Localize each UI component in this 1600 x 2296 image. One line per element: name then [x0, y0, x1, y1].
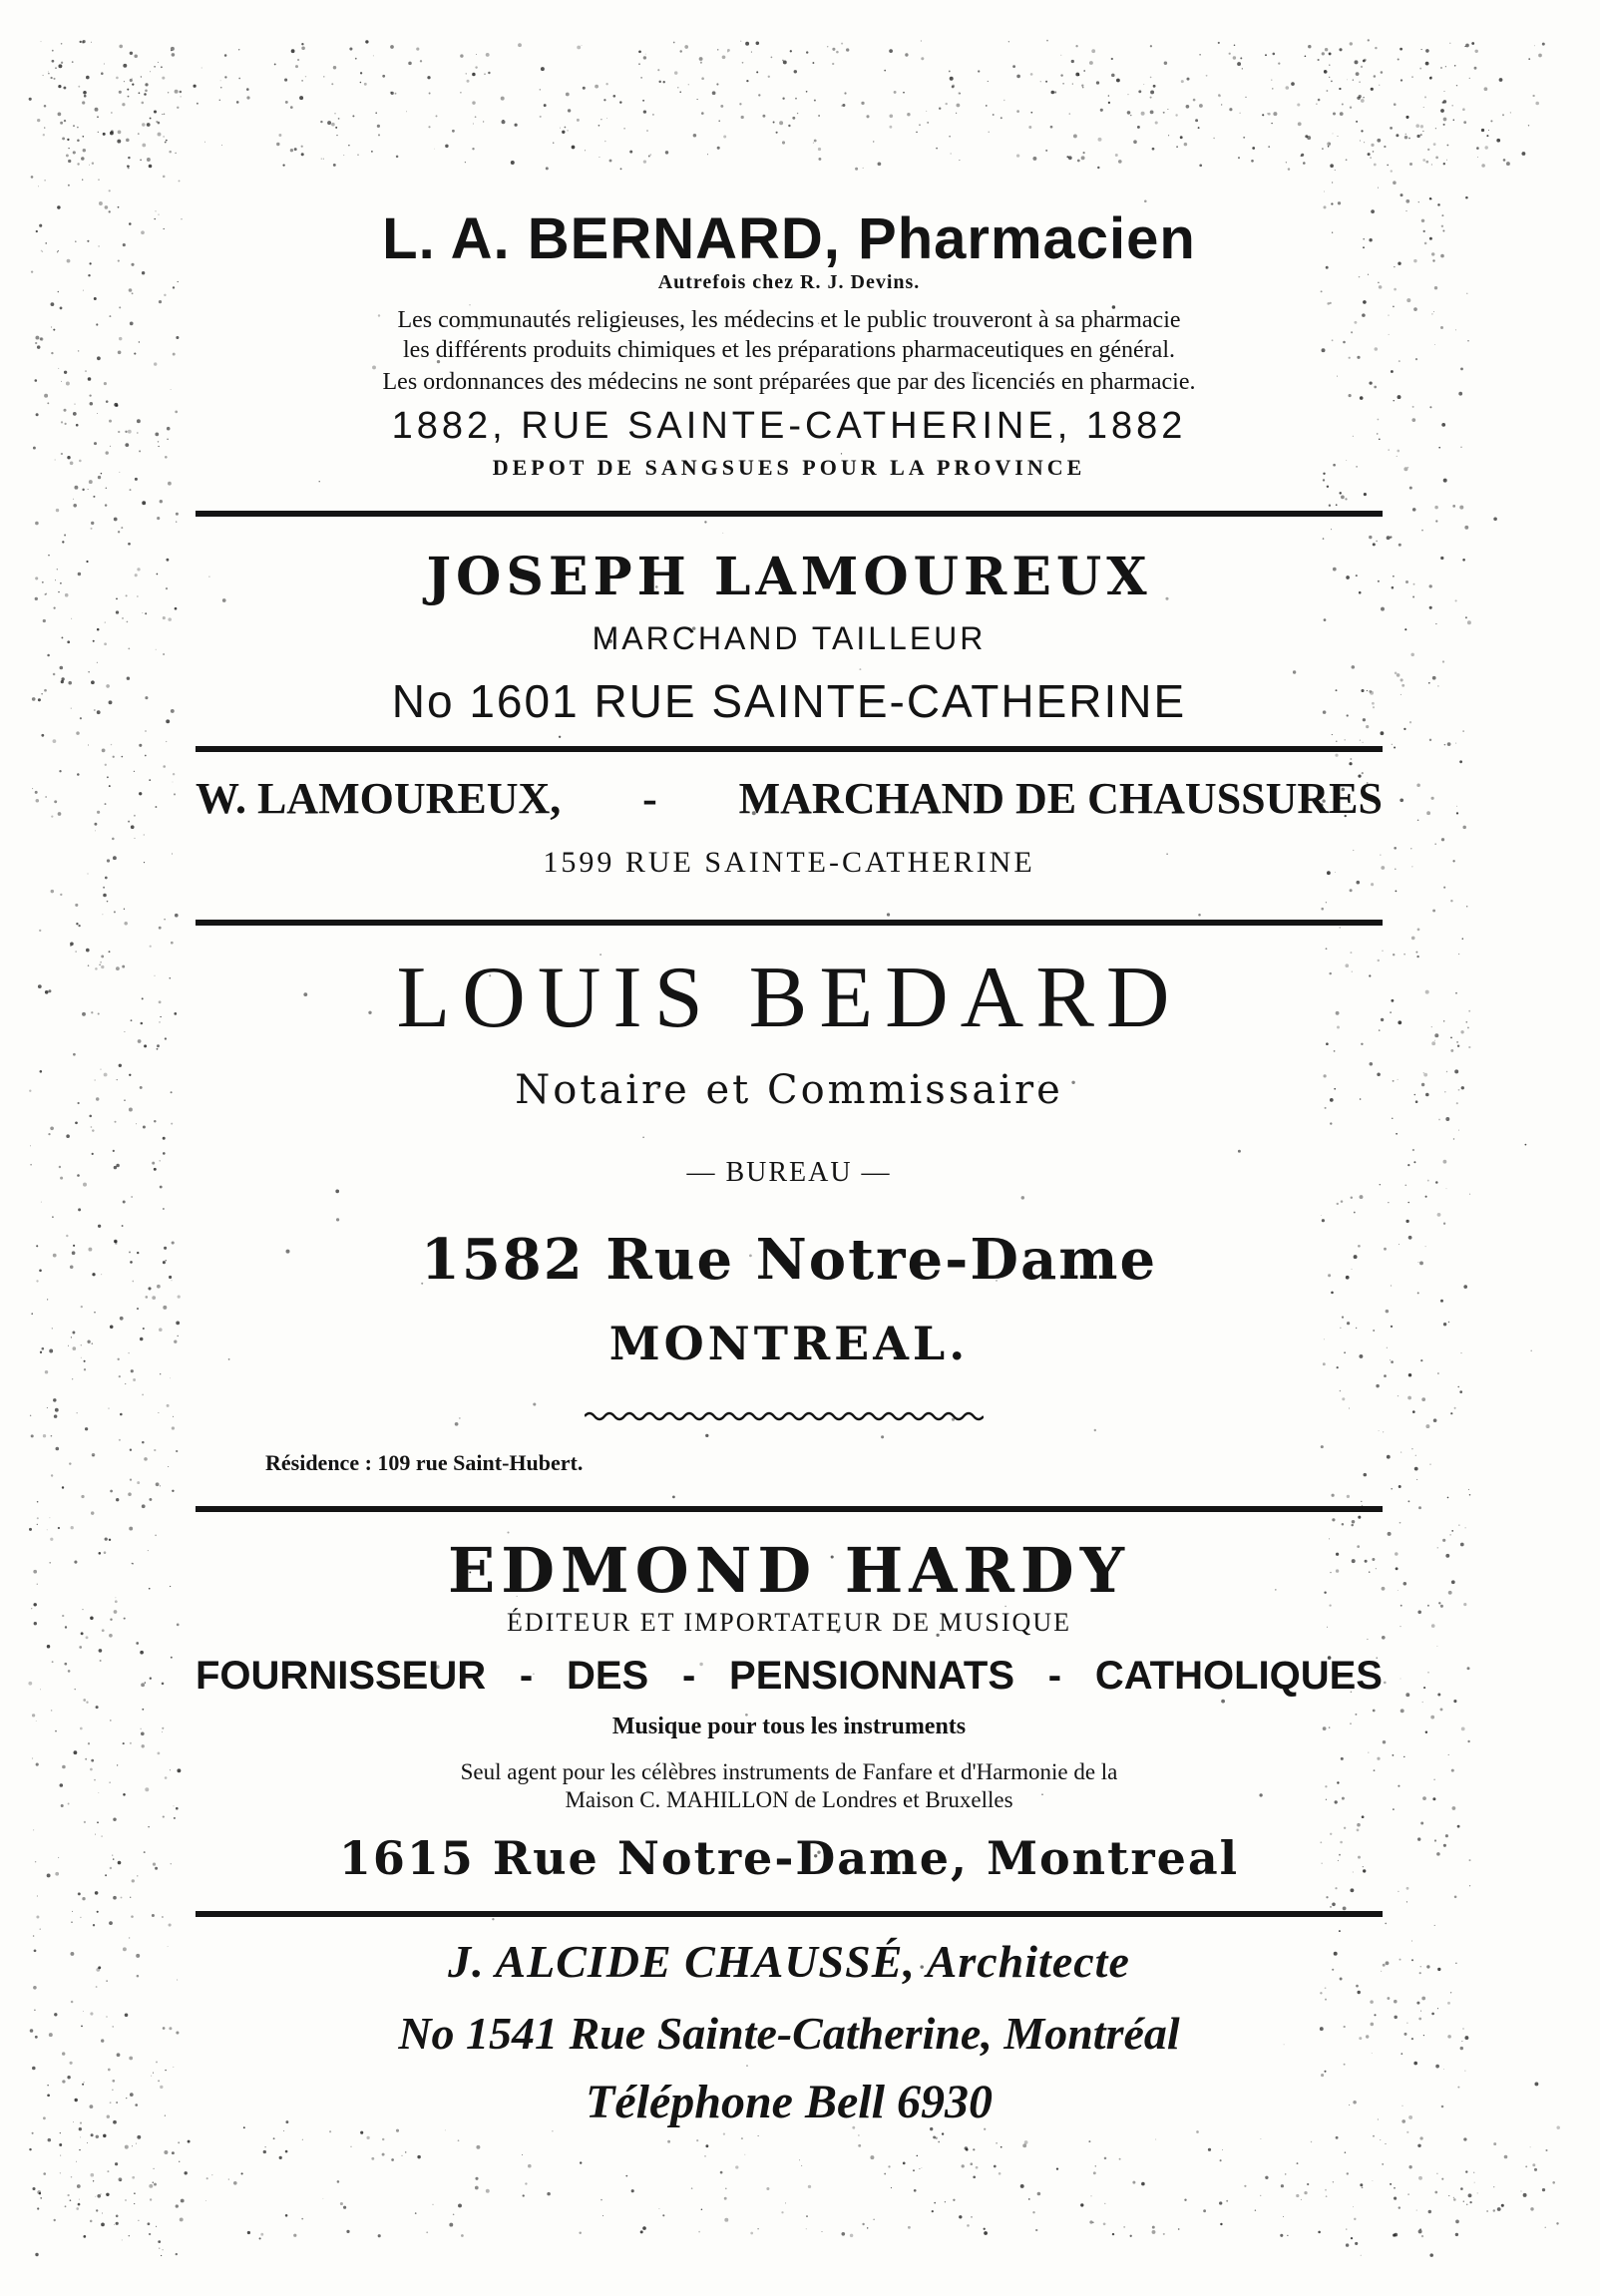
bernard-address: 1882, RUE SAINTE-CATHERINE, 1882: [391, 405, 1187, 447]
hardy-fournisseur-word: CATHOLIQUES: [1094, 1654, 1383, 1698]
hardy-fournisseur-dash: -: [681, 1654, 696, 1698]
ad-column: [196, 0, 1383, 2296]
joseph-lamoureux-address: No 1601 RUE SAINTE-CATHERINE: [391, 675, 1187, 727]
hardy-fournisseur-word: DES: [566, 1654, 649, 1698]
hardy-fournisseur-dash: -: [1047, 1654, 1062, 1698]
hardy-fournisseur-dash: -: [519, 1654, 534, 1698]
divider-rule: [196, 511, 1383, 517]
w-lamoureux-dash: -: [642, 774, 657, 823]
w-lamoureux-line: [196, 773, 1383, 824]
bernard-text-line1: Les communautés religieuses, les médecins et le public trouveront à sa pharmacie: [397, 307, 1181, 333]
chausse-telephone: Téléphone Bell 6930: [586, 2076, 993, 2128]
bedard-subtitle: Notaire et Commissaire: [515, 1067, 1063, 1113]
hardy-title: EDMOND HARDY: [448, 1534, 1130, 1607]
hardy-fournisseur-word: PENSIONNATS: [729, 1654, 1015, 1698]
hardy-agent-line1: Seul agent pour les célèbres instruments de Fanfare et d'Harmonie de la: [460, 1759, 1118, 1784]
bedard-bureau: — BUREAU —: [686, 1157, 892, 1188]
bernard-text-line2: les différents produits chimiques et les préparations pharmaceutiques en général.: [403, 337, 1175, 363]
hardy-musique: Musique pour tous les instruments: [611, 1714, 967, 1739]
bedard-city: MONTREAL.: [608, 1317, 970, 1370]
bernard-subtitle: Autrefois chez R. J. Devins.: [657, 271, 921, 293]
bedard-address: 1582 Rue Notre-Dame: [420, 1227, 1158, 1293]
joseph-lamoureux-title: JOSEPH LAMOUREUX: [426, 547, 1152, 607]
bedard-residence: Résidence : 109 rue Saint-Hubert.: [265, 1450, 584, 1475]
hardy-fournisseur-word: FOURNISSEUR: [196, 1654, 487, 1698]
w-lamoureux-address: 1599 RUE SAINTE-CATHERINE: [543, 846, 1035, 879]
chausse-name: J. ALCIDE CHAUSSÉ, Architecte: [448, 1936, 1130, 1987]
divider-rule: [196, 746, 1383, 752]
hardy-agent-line2: Maison C. MAHILLON de Londres et Bruxelles: [565, 1787, 1013, 1812]
divider-rule: [196, 920, 1383, 926]
w-lamoureux-name: W. LAMOUREUX,: [196, 774, 562, 823]
hardy-subtitle: ÉDITEUR ET IMPORTATEUR DE MUSIQUE: [507, 1608, 1071, 1637]
hardy-address: 1615 Rue Notre-Dame, Montreal: [338, 1831, 1240, 1885]
chausse-address: No 1541 Rue Sainte-Catherine, Montréal: [398, 2008, 1180, 2059]
bedard-title: LOUIS BEDARD: [396, 950, 1182, 1046]
w-lamoureux-trade: MARCHAND DE CHAUSSURES: [738, 774, 1383, 823]
divider-rule: [196, 1911, 1383, 1917]
squiggle-divider: [585, 1408, 984, 1424]
joseph-lamoureux-subtitle: MARCHAND TAILLEUR: [592, 620, 987, 656]
bernard-depot: DEPOT DE SANGSUES POUR LA PROVINCE: [492, 455, 1086, 480]
bernard-text-line3: Les ordonnances des médecins ne sont préparées que par des licenciés en pharmacie.: [382, 369, 1196, 395]
hardy-fournisseur-line: [196, 1654, 1383, 1699]
bernard-title: L. A. BERNARD, Pharmacien: [382, 206, 1196, 271]
divider-rule: [196, 1506, 1383, 1512]
